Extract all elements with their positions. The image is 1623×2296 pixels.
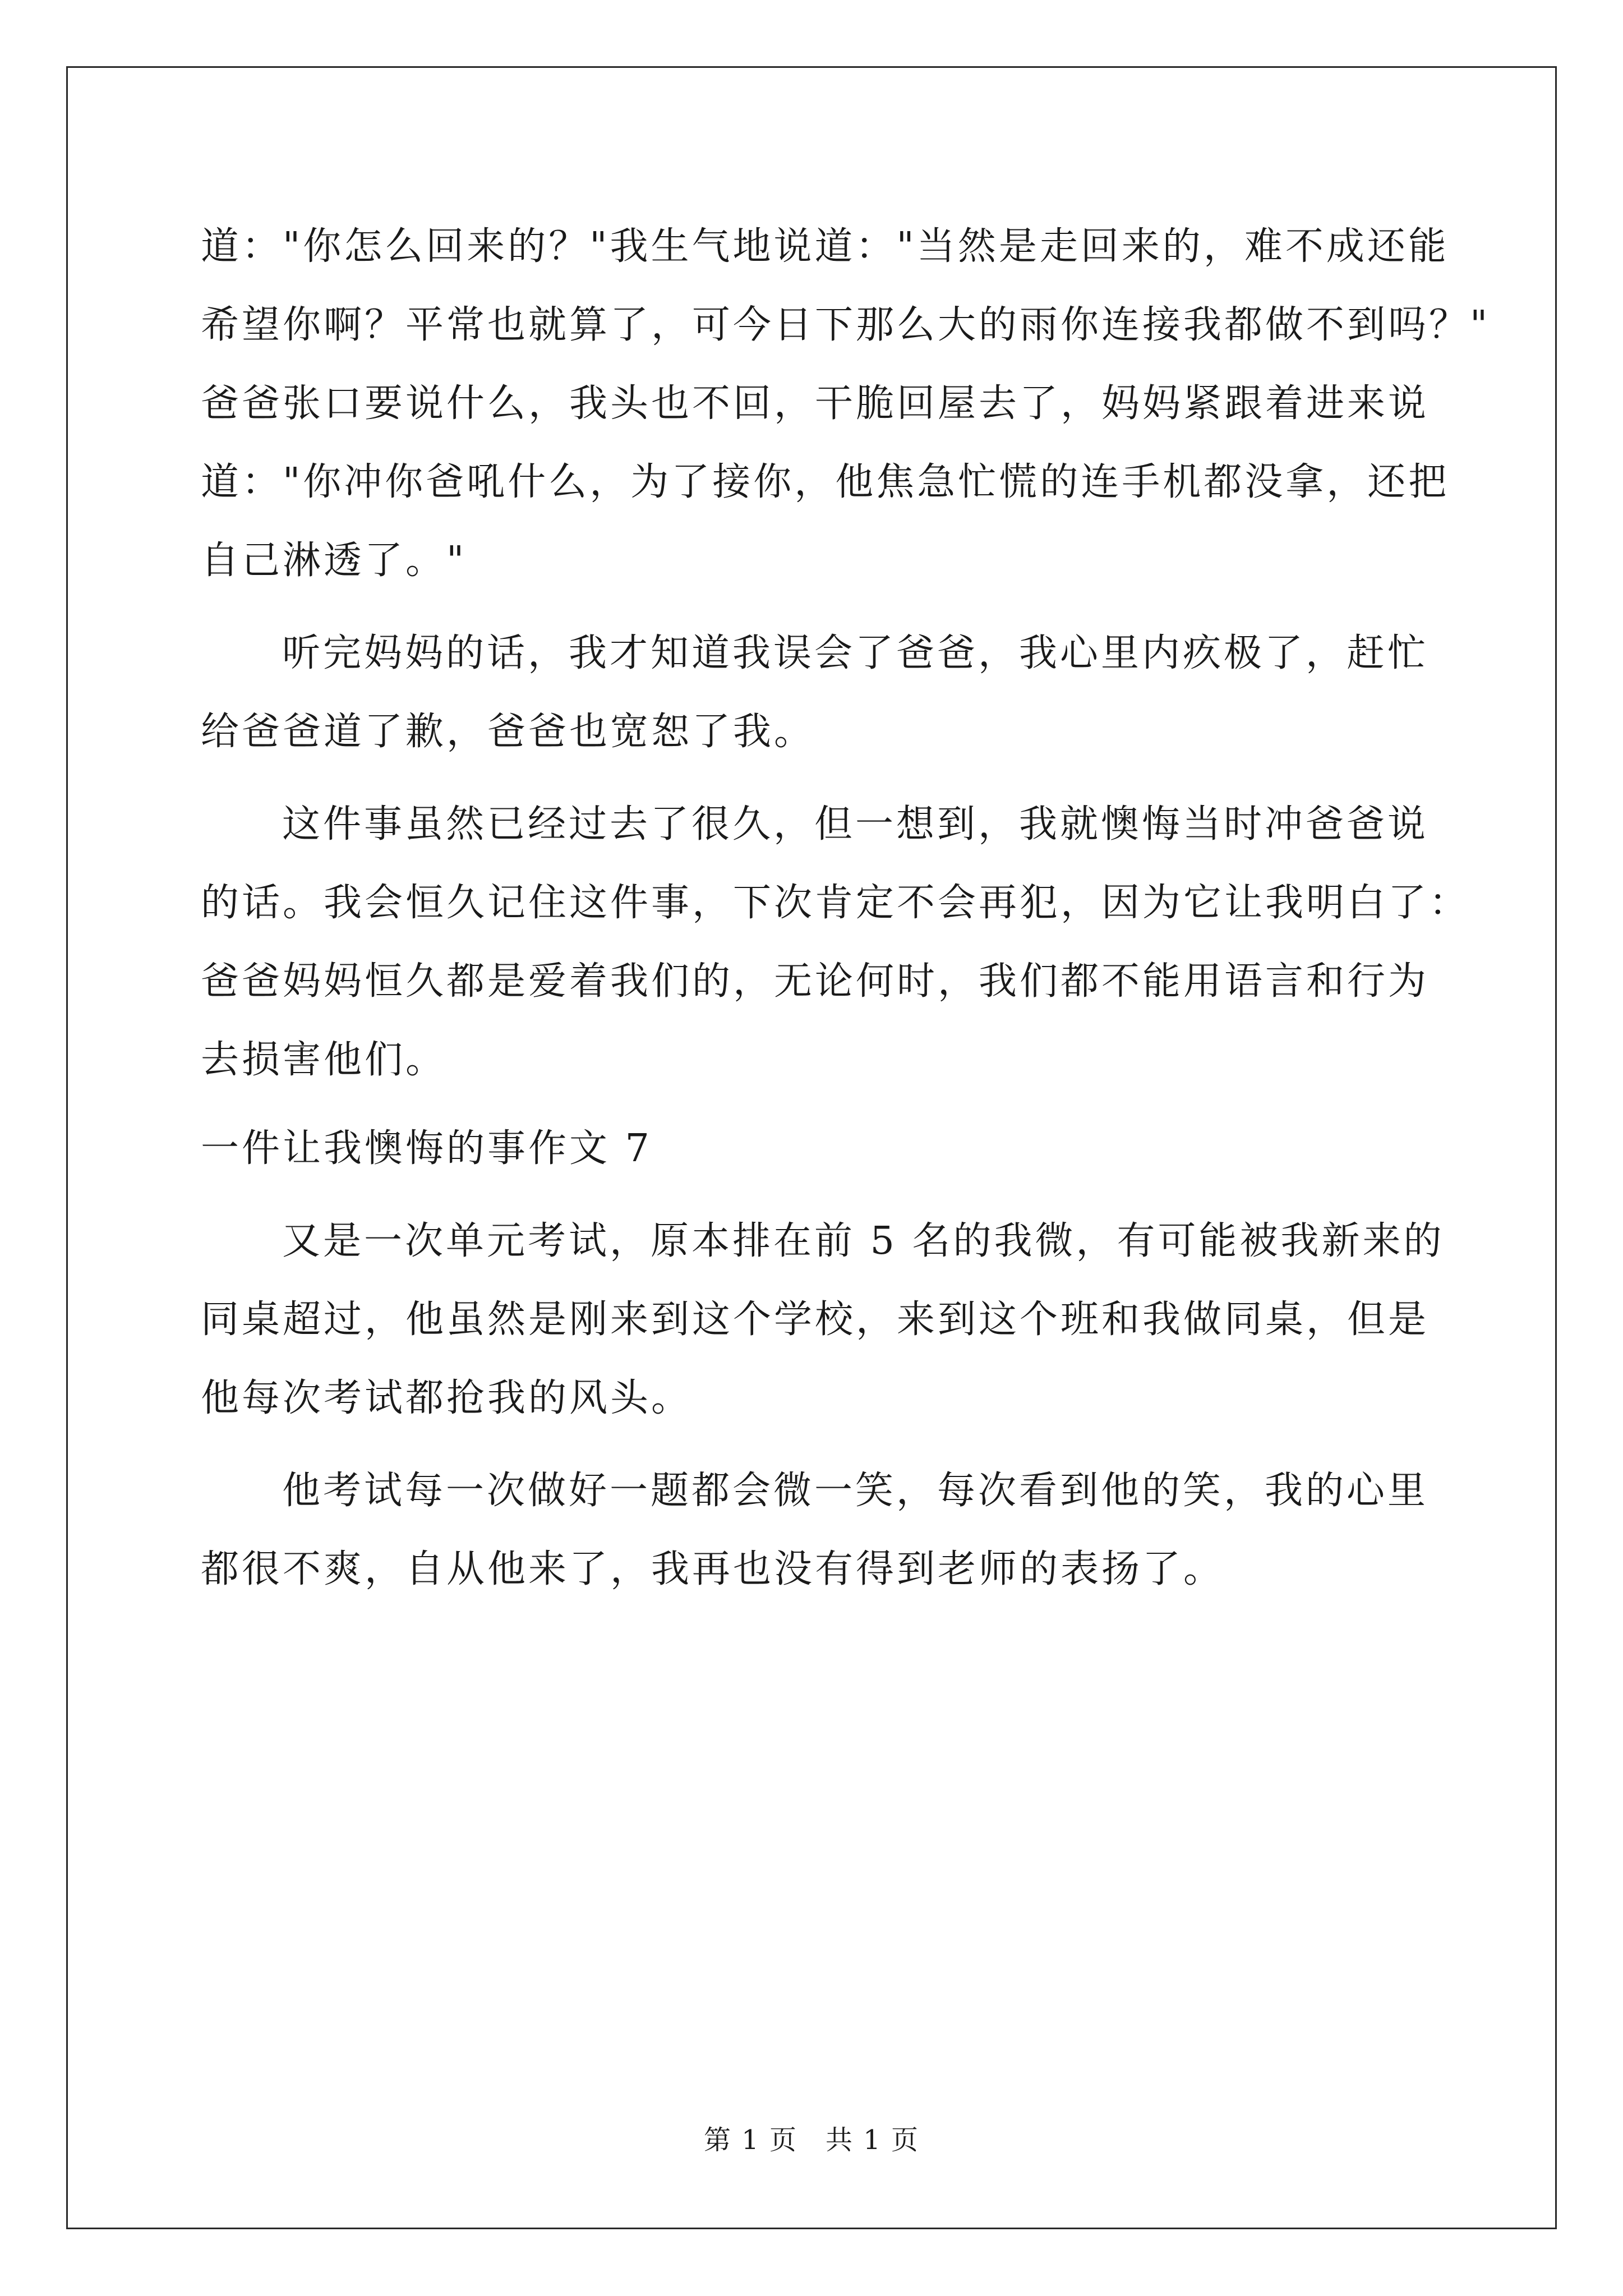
text-line: 爸爸妈妈恒久都是爱着我们的，无论何时，我们都不能用语言和行为 xyxy=(201,959,1430,1004)
text-line: 去损害他们。 xyxy=(201,1038,447,1082)
text-line: 爸爸张口要说什么，我头也不回，干脆回屋去了，妈妈紧跟着进来说 xyxy=(201,381,1430,426)
section-heading: 一件让我懊悔的事作文 7 xyxy=(201,1126,652,1171)
text-line: 他每次考试都抢我的风头。 xyxy=(201,1376,693,1420)
text-line: 给爸爸道了歉，爸爸也宽恕了我。 xyxy=(201,710,815,754)
text-line: 希望你啊？平常也就算了，可今日下那么大的雨你连接我都做不到吗？" xyxy=(201,303,1491,347)
paragraph-start-line: 听完妈妈的话，我才知道我误会了爸爸，我心里内疚极了，赶忙 xyxy=(282,631,1429,675)
text-line: 都很不爽，自从他来了，我再也没有得到老师的表扬了。 xyxy=(201,1547,1225,1591)
text-line: 自己淋透了。" xyxy=(201,539,467,583)
page-footer: 第 1 页 共 1 页 xyxy=(703,2124,920,2156)
text-line: 道："你怎么回来的？"我生气地说道："当然是走回来的，难不成还能 xyxy=(201,224,1449,269)
text-line: 道："你冲你爸吼什么，为了接你，他焦急忙慌的连手机都没拿，还把 xyxy=(201,460,1450,504)
paragraph-start-line: 这件事虽然已经过去了很久，但一想到，我就懊悔当时冲爸爸说 xyxy=(282,802,1429,846)
paragraph-start-line: 他考试每一次做好一题都会微一笑，每次看到他的笑，我的心里 xyxy=(282,1469,1429,1513)
paragraph-start-line: 又是一次单元考试，原本排在前 5 名的我微，有可能被我新来的 xyxy=(282,1219,1445,1263)
text-line: 同桌超过，他虽然是刚来到这个学校，来到这个班和我做同桌，但是 xyxy=(201,1297,1430,1342)
document-body xyxy=(201,208,1491,1609)
text-line: 的话。我会恒久记住这件事，下次肯定不会再犯，因为它让我明白了： xyxy=(201,881,1470,925)
